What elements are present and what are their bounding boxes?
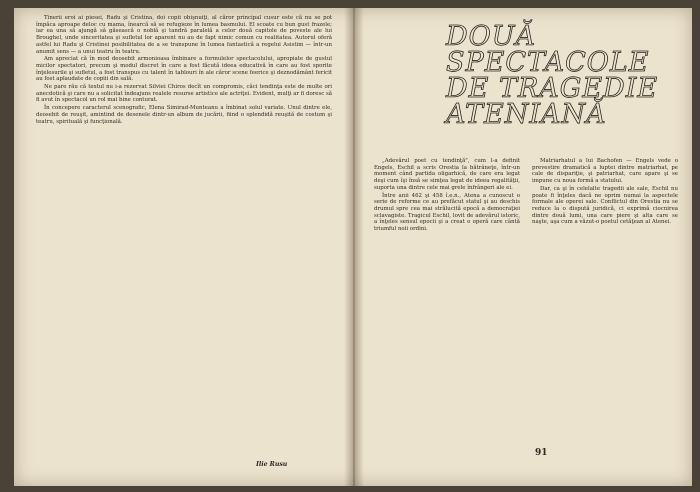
paragraph: Am apreciat că în mod deosebit armonioasa îmbinare a formulelor spectacolului, apropiate de gustul micilor spectatori, precum şi modul discret în care a fost făcută ideea educativă în care au fost sporite înţelesurile şi sufletul, a fost transpus cu talent în tablouri în ale căror scene feerice şi deznodământ fericit au fost aplaudate de copiii din sală. [36,56,332,83]
title-line: ATENIANĂ [446,99,607,130]
left-article-text [36,15,332,126]
right-page [354,8,692,486]
paragraph: Matriarhatul a lui Bachofen — Engels vede o prevestire dramatică a luptei dintre matriarhat, pe cale de dispariţie, şi patriarhat, care apare şi se impune cu noua formă a statului. [532,158,678,185]
paragraph: „Adevărul poet cu tendinţă", cum l-a definit Engels, Eschil a scris Orestia la bătrâneţe, într-un moment când partida oligarhică, de care era legat deşi cum îşi însă se simţea legat de ideea regalităţii, suporta una dintre cele mai grele înfrângeri ale ei. [374,158,520,191]
title-line: SPECTACOLE [446,47,650,78]
paragraph: Tinerii eroi ai piesei, Radu şi Cristina, doi copii obişnuiţi, al căror principal cusur este că nu se pot împăca aproape deloc cu mama, înearcă să se refugieze în lumea basmului. El scoate cu bun gust frazele; iar ea una să ajungă să găsească o noblă şi tandră paralelă a celor două capitole de poveste ale lui Broughel, unde sinceritatea şi sufletul lor aparent nu au de fapt nimic comun cu realitatea. Autorul oferă astfel lui Radu şi Cristinei posibilitatea de a se transpune în lumea fantastică a regelui Asistim — într-un anumit sens — a unui teatru în teatru. [36,15,332,55]
right-column-2 [532,158,678,227]
title-line: DE TRAGEDIE [446,73,659,104]
paragraph: Ne pare rău că textul nu i-a rezervat Silviei Chiros decît un compromis, căci tendinţa este de multe ori anecdotică şi care nu a solicitat îndeajuns realele resurse artistice ale actriţei. Evident, mulţi ar fi doresc să fi avut în spectacol un rol mai bine conturat. [36,84,332,104]
paragraph: Între anii 462 şi 458 î.e.n., Atena a cunoscut o serie de reforme ce au prefăcut statul şi au deschis drumul spre cea mai strălucită epocă a democraţiei sclavagiste. Tragicul Eschil, lovit de adevărul istoric, a înţeles sensul epocii şi a creat o operă care cântă triumful noii ordini. [374,192,520,233]
title-line: DOUĂ [446,21,537,52]
magazine-spread [14,8,692,486]
author-signature: Ilie Rusu [256,461,288,468]
left-page [14,8,352,486]
paragraph: În concepere caracterul scenografic, Elena Simirad-Munteanu a îmbinat solul variate. Unul dintre ele, deosebit de reuşit, amintind de desenele dintr-un album de jucării, fiind o splendidă reuşită de costum şi teatru, spirituală şi funcţională. [36,105,332,125]
page-number: 91 [535,448,548,458]
right-column-1 [374,158,520,234]
paragraph: Dar, ca şi în celelalte tragedii ale sale, Eschil nu poate fi înţeles dacă ne oprim numai la aspectele formale ale operei sale. Conflictul din Orestia nu se reduce la o dispută juridică, ci exprimă ciocnirea dintre două lumi, una care piere şi alta care se naşte, aşa cum a văzut-o poetul cetăţean al Atenei. [532,185,678,226]
article-title [446,21,686,130]
